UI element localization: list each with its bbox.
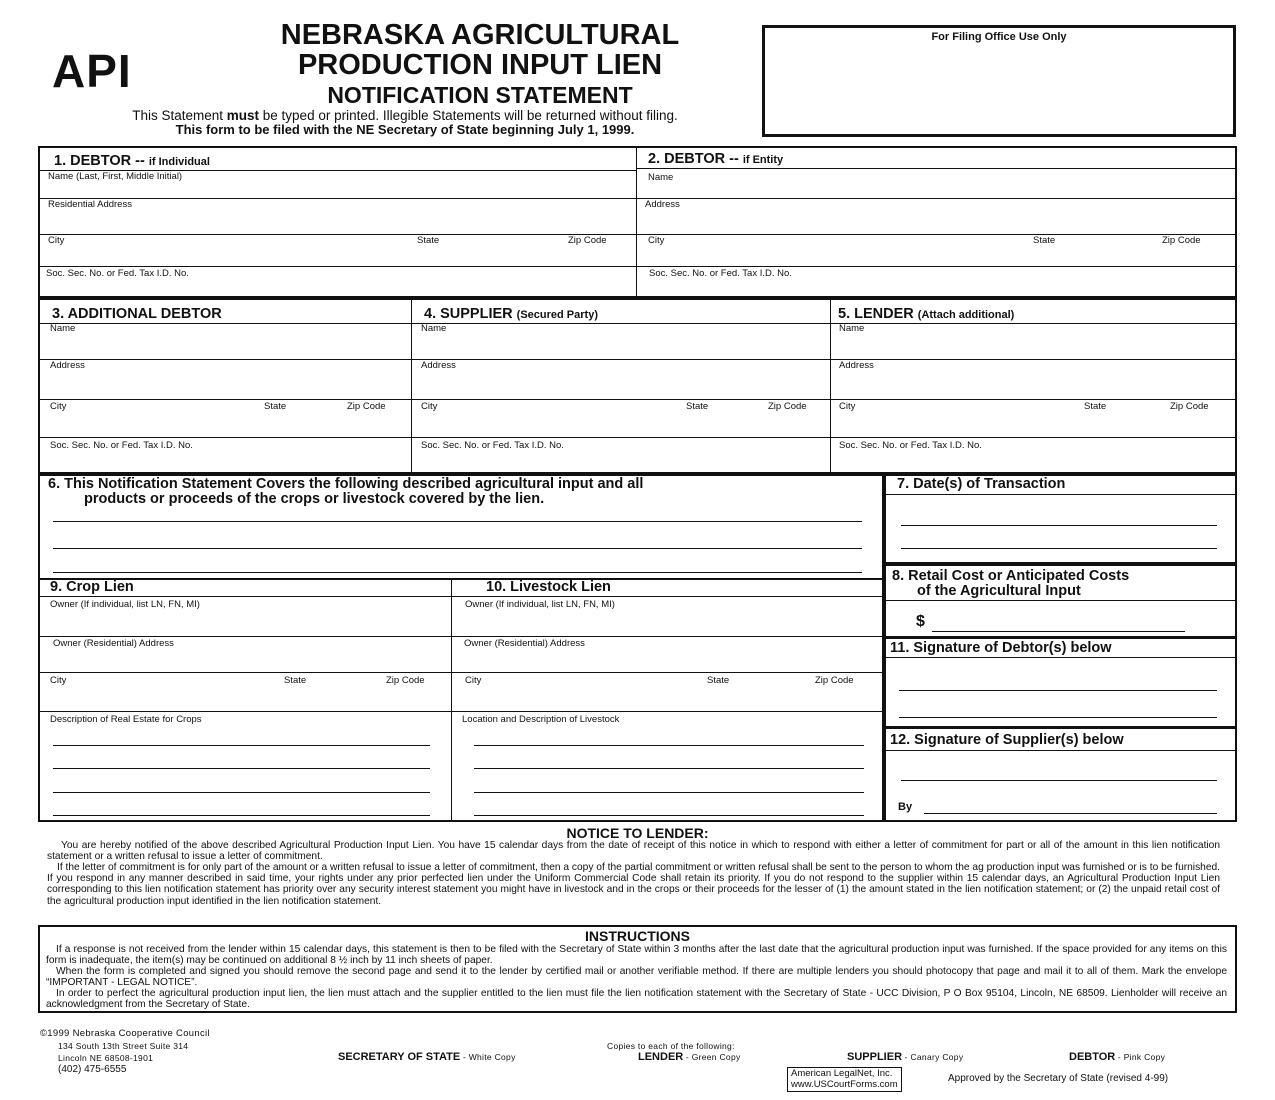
copy-debtor: DEBTOR - Pink Copy <box>1069 1051 1166 1063</box>
section-1-heading: 1. DEBTOR -- if Individual <box>54 153 210 169</box>
debtor-signature-line[interactable] <box>899 690 1217 691</box>
section-8-heading-line-1: 8. Retail Cost or Anticipated Costs <box>892 568 1130 584</box>
entity-zip-label: Zip Code <box>1162 235 1201 246</box>
livestock-state-label: State <box>707 675 730 686</box>
section-2-heading: 2. DEBTOR -- if Entity <box>648 151 784 167</box>
livestock-city-label: City <box>465 675 482 686</box>
publisher-street: 134 South 13th Street Suite 314 <box>58 1041 189 1051</box>
supplier-state-label: State <box>686 401 709 412</box>
section-6-write-line[interactable] <box>53 521 862 522</box>
addl-debtor-state-label: State <box>264 401 287 412</box>
debtor-name-label: Name (Last, First, Middle Initial) <box>48 171 183 182</box>
copy-lender: LENDER - Green Copy <box>638 1051 741 1063</box>
supplier-ssn-label: Soc. Sec. No. or Fed. Tax I.D. No. <box>421 440 564 451</box>
section-12-heading: 12. Signature of Supplier(s) below <box>890 732 1124 748</box>
section-7-heading: 7. Date(s) of Transaction <box>897 476 1066 492</box>
section-6-write-line[interactable] <box>53 572 862 573</box>
publisher-info <box>40 1028 210 1076</box>
real-estate-write-line[interactable] <box>53 792 430 793</box>
notice-paragraph-2: If the letter of commitment is for only part of the amount or a written refusal to issue a letter of commitment, then a copy of the partial commitment or written refusal shall be sent to the person to whom the ag production input was furnished or is to be furnished. If you respond in any manner described in said time, your rights under any prior perfected lien under the Uniform Commercial Code shall retain its priority. If you do not respond to the supplier within 15 calendar days, an Agricultural Production Input Lien corresponding to this lien notification statement has priority over any security interest statement you might have in livestock and in the crops or their proceeds for the lesser of (1) the amount stated in the lien notification statement; or (2) the unpaid retail cost of the agricultural production input identified in the lien notification statement. <box>47 862 1220 907</box>
addl-debtor-ssn-label: Soc. Sec. No. or Fed. Tax I.D. No. <box>50 440 193 451</box>
notice-title: NOTICE TO LENDER: <box>566 825 709 841</box>
section-6-heading-line-1: 6. This Notification Statement Covers the following described agricultural input and all <box>48 476 644 492</box>
section-3-heading: 3. ADDITIONAL DEBTOR <box>52 306 222 322</box>
section-5-heading: 5. LENDER (Attach additional) <box>838 306 1015 322</box>
real-estate-write-line[interactable] <box>53 815 430 816</box>
livestock-owner-label: Owner (If individual, list LN, FN, MI) <box>465 599 615 610</box>
transaction-date-line[interactable] <box>901 525 1217 526</box>
form-title <box>200 20 760 80</box>
form-code-logo: API <box>52 45 132 97</box>
addl-debtor-address-label: Address <box>50 360 85 371</box>
addl-debtor-name-label: Name <box>50 323 76 334</box>
entity-name-label: Name <box>648 172 674 183</box>
lender-name-label: Name <box>839 323 865 334</box>
copyright: ©1999 Nebraska Cooperative Council <box>40 1028 210 1039</box>
lender-address-label: Address <box>839 360 874 371</box>
by-label: By <box>898 801 913 813</box>
debtor-ssn-label: Soc. Sec. No. or Fed. Tax I.D. No. <box>46 268 189 279</box>
crop-state-label: State <box>284 675 307 686</box>
section-8-heading-line-2: of the Agricultural Input <box>917 583 1081 599</box>
lender-city-label: City <box>839 401 856 412</box>
title-line-2: PRODUCTION INPUT LIEN <box>297 49 663 81</box>
real-estate-write-line[interactable] <box>53 745 430 746</box>
copy-secretary: SECRETARY OF STATE - White Copy <box>338 1051 516 1063</box>
supplier-zip-label: Zip Code <box>768 401 807 412</box>
debtor-zip-label: Zip Code <box>568 235 607 246</box>
section-10-heading: 10. Livestock Lien <box>486 579 611 595</box>
title-line-1: NEBRASKA AGRICULTURAL <box>280 19 680 51</box>
debtor-city-label: City <box>48 235 65 246</box>
lender-zip-label: Zip Code <box>1170 401 1209 412</box>
entity-ssn-label: Soc. Sec. No. or Fed. Tax I.D. No. <box>649 268 792 279</box>
real-estate-label: Description of Real Estate for Crops <box>50 714 202 725</box>
livestock-write-line[interactable] <box>474 745 864 746</box>
instructions-paragraph-2: When the form is completed and signed you should remove the second page and send it to the lender by certified mail or another verifiable method. If there are multiple lenders you should photocopy that page and mail it to all of them. Mark the envelope “IMPORTANT - LEGAL NOTICE”. <box>46 966 1227 989</box>
copies-heading: Copies to each of the following: <box>607 1041 735 1051</box>
section-6-heading-line-2: products or proceeds of the crops or livestock covered by the lien. <box>84 491 545 507</box>
copy-supplier: SUPPLIER - Canary Copy <box>847 1051 964 1063</box>
livestock-write-line[interactable] <box>474 792 864 793</box>
livestock-zip-label: Zip Code <box>815 675 854 686</box>
real-estate-write-line[interactable] <box>53 768 430 769</box>
debtor-state-label: State <box>417 235 440 246</box>
filing-office-box: For Filing Office Use Only <box>762 25 1236 137</box>
instructions-paragraph-3: In order to perfect the agricultural production input lien, the lien must attach and the supplier entitled to the lien must file the lien notification statement with the Secretary of State - UCC Division, P O Box 95104, Lincoln, NE 68509. Lienholder will receive an acknowledgment from the Secretary of State. <box>46 988 1227 1011</box>
instructions-title: INSTRUCTIONS <box>585 928 690 944</box>
supplier-address-label: Address <box>421 360 456 371</box>
addl-debtor-zip-label: Zip Code <box>347 401 386 412</box>
addl-debtor-city-label: City <box>50 401 67 412</box>
lender-ssn-label: Soc. Sec. No. or Fed. Tax I.D. No. <box>839 440 982 451</box>
crop-owner-address-label: Owner (Residential) Address <box>53 638 174 649</box>
crop-city-label: City <box>50 675 67 686</box>
lender-state-label: State <box>1084 401 1107 412</box>
section-6-write-line[interactable] <box>53 548 862 549</box>
entity-state-label: State <box>1033 235 1056 246</box>
by-signature-line[interactable] <box>924 813 1217 814</box>
publisher-city: Lincoln NE 68508-1901 <box>58 1053 154 1063</box>
instructions-paragraph-1: If a response is not received from the lender within 15 calendar days, this statement is then to be filed with the Secretary of State within 3 months after the last date that the agricultural production input was furnished. If the space provided for any items on this form is inadequate, the item(s) may be continued on additional 8 ½ inch by 11 inch sheets of paper. <box>46 944 1227 967</box>
section-11-heading: 11. Signature of Debtor(s) below <box>890 640 1112 656</box>
debtor-signature-line[interactable] <box>899 717 1217 718</box>
legalnet-badge[interactable]: American LegalNet, Inc. www.USCourtForms.com <box>787 1067 902 1092</box>
supplier-city-label: City <box>421 401 438 412</box>
crop-zip-label: Zip Code <box>386 675 425 686</box>
entity-city-label: City <box>648 235 665 246</box>
filing-note: This form to be filed with the NE Secretary of State beginning July 1, 1999. <box>175 122 635 137</box>
section-9-heading: 9. Crop Lien <box>50 579 134 595</box>
livestock-location-label: Location and Description of Livestock <box>462 714 620 725</box>
approval-note: Approved by the Secretary of State (revised 4-99) <box>948 1073 1169 1084</box>
crop-owner-label: Owner (If individual, list LN, FN, MI) <box>50 599 200 610</box>
livestock-owner-address-label: Owner (Residential) Address <box>464 638 585 649</box>
transaction-date-line[interactable] <box>901 548 1217 549</box>
dollar-sign: $ <box>916 613 925 630</box>
section-4-heading: 4. SUPPLIER (Secured Party) <box>424 306 598 322</box>
entity-address-label: Address <box>645 199 680 210</box>
retail-cost-line[interactable] <box>932 631 1185 632</box>
notice-paragraph-1: You are hereby notified of the above described Agricultural Production Input Lien. You have 15 calendar days from the date of receipt of this notice in which to respond with either a letter of commitment for part or all of the amount in this lien notification statement or a written refusal to issue a letter of commitment. <box>47 840 1220 863</box>
debtor-address-label: Residential Address <box>48 199 132 210</box>
crop-livestock-block <box>38 578 884 822</box>
parties-block <box>38 298 1237 474</box>
typing-note: This Statement must be typed or printed. Illegible Statements will be returned without filing. <box>132 108 678 123</box>
publisher-phone: (402) 475-6555 <box>58 1064 127 1075</box>
supplier-signature-line[interactable] <box>901 780 1217 781</box>
title-line-3: NOTIFICATION STATEMENT <box>327 82 633 108</box>
livestock-write-line[interactable] <box>474 768 864 769</box>
supplier-name-label: Name <box>421 323 447 334</box>
livestock-write-line[interactable] <box>474 815 864 816</box>
